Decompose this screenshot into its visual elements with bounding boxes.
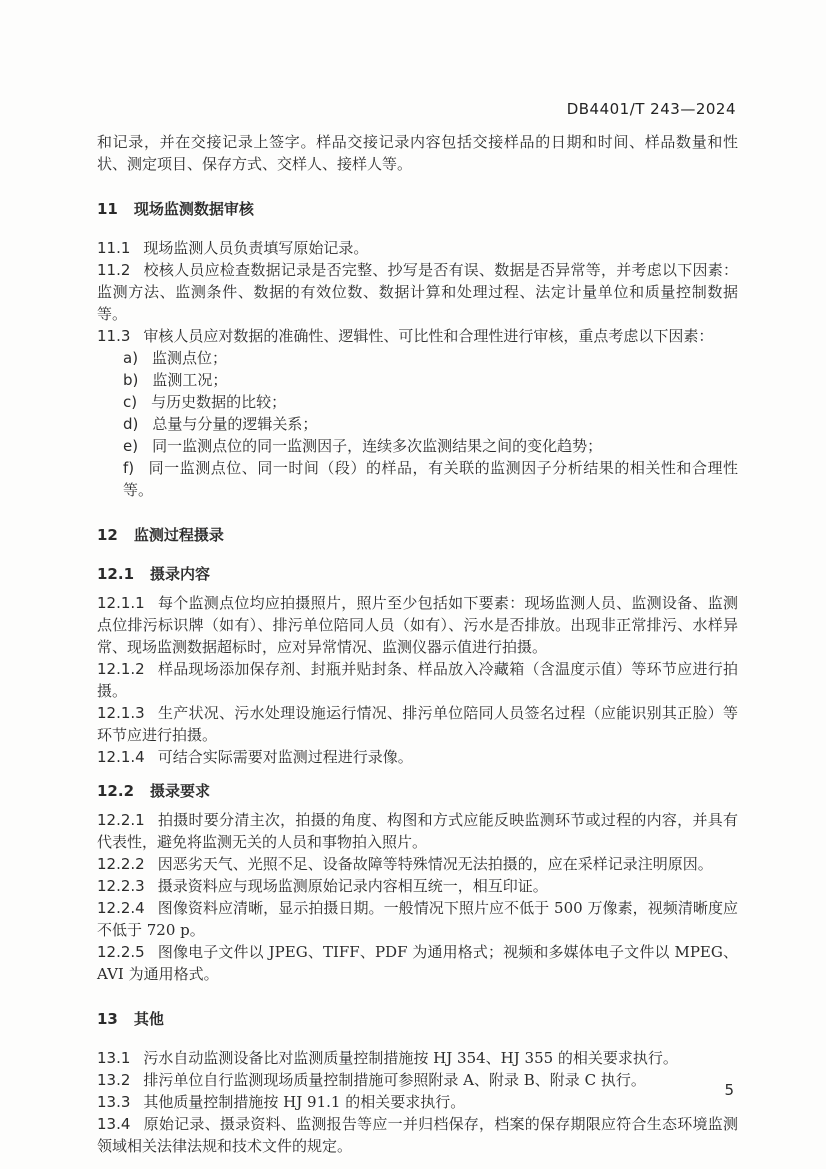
- paragraph: 和记录，并在交接记录上签字。样品交接记录内容包括交接样品的日期和时间、样品数量和性状、测定项目、保存方式、交样人、接样人等。: [97, 133, 738, 173]
- list-item-marker: e): [123, 437, 139, 455]
- clause-text: 现场监测人员负责填写原始记录。: [143, 239, 369, 257]
- clause-text: 可结合实际需要对监测过程进行录像。: [157, 748, 413, 766]
- list-item-text: 总量与分量的逻辑关系；: [152, 415, 318, 433]
- chapter-title: 其他: [133, 1010, 164, 1028]
- clause-text: 拍摄时要分清主次，拍摄的角度、构图和方式应能反映监测环节或过程的内容，并具有代表性，避免将监测无关的人员和事物拍入照片。: [97, 811, 738, 851]
- chapter-heading: [97, 198, 738, 220]
- clause-number: 13.2: [97, 1071, 131, 1089]
- list-item: [97, 391, 738, 413]
- clause-text: 因恶劣天气、光照不足、设备故障等特殊情况无法拍摄的，应在采样记录注明原因。: [157, 855, 713, 873]
- chapter-number: 13: [97, 1010, 118, 1028]
- clause-text: 校核人员应检查数据记录是否完整、抄写是否有误、数据是否异常等，并考虑以下因素：监测方法、监测条件、数据的有效位数、数据计算和处理过程、法定计量单位和质量控制数据等。: [97, 261, 738, 323]
- list-item-marker: b): [123, 371, 139, 389]
- list-item: [97, 435, 738, 457]
- clause-text: 图像电子文件以 JPEG、TIFF、PDF 为通用格式；视频和多媒体电子文件以 MPEG、AVI 为通用格式。: [97, 943, 738, 983]
- clause-number: 12.1.1: [97, 594, 145, 612]
- list-item-text: 监测工况；: [152, 371, 228, 389]
- chapter-heading: [97, 524, 738, 546]
- clause-text: 其他质量控制措施按 HJ 91.1 的相关要求执行。: [143, 1093, 466, 1111]
- clause-text: 排污单位自行监测现场质量控制措施可参照附录 A、附录 B、附录 C 执行。: [143, 1071, 646, 1089]
- clause-text: 污水自动监测设备比对监测质量控制措施按 HJ 354、HJ 355 的相关要求执行。: [143, 1049, 678, 1067]
- clause-number: 11.1: [97, 239, 131, 257]
- clause: [97, 259, 738, 325]
- clause: [97, 592, 738, 658]
- list-item-text: 同一监测点位的同一监测因子，连续多次监测结果之间的变化趋势；: [152, 437, 603, 455]
- clause-text: 审核人员应对数据的准确性、逻辑性、可比性和合理性进行审核，重点考虑以下因素：: [143, 327, 714, 345]
- clause-number: 11.3: [97, 327, 131, 345]
- clause-text: 图像资料应清晰，显示拍摄日期。一般情况下照片应不低于 500 万像素，视频清晰度应不低于 720 p。: [97, 899, 738, 939]
- clause: [97, 809, 738, 853]
- clause: [97, 237, 738, 259]
- list-item: [97, 457, 738, 501]
- clause-number: 12.2.4: [97, 899, 145, 917]
- clause: [97, 746, 738, 768]
- clause: [97, 897, 738, 941]
- clause: [97, 658, 738, 702]
- section-title: 摄录内容: [150, 565, 211, 583]
- list-item-marker: d): [123, 415, 139, 433]
- clause-text: 摄录资料应与现场监测原始记录内容相互统一，相互印证。: [157, 877, 548, 895]
- clause-number: 12.2.3: [97, 877, 145, 895]
- section-heading: [97, 780, 738, 802]
- clause-number: 13.3: [97, 1093, 131, 1111]
- clause-text: 每个监测点位均应拍摄照片，照片至少包括如下要素：现场监测人员、监测设备、监测点位排污标识牌（如有）、排污单位陪同人员（如有）、污水是否排放。出现非正常排污、水样异常、现场监测数据超标时，应对异常情况、监测仪器示值进行拍摄。: [97, 594, 738, 656]
- list-item-text: 与历史数据的比较；: [151, 393, 287, 411]
- chapter-title: 现场监测数据审核: [133, 200, 254, 218]
- page-number: 5: [724, 1081, 734, 1099]
- section-number: 12.2: [97, 782, 135, 800]
- clause-number: 12.1.2: [97, 660, 145, 678]
- clause: [97, 875, 738, 897]
- clause-number: 13.1: [97, 1049, 131, 1067]
- clause-number: 12.2.1: [97, 811, 145, 829]
- section-title: 摄录要求: [150, 782, 211, 800]
- list-item: [97, 413, 738, 435]
- list-item-text: 同一监测点位、同一时间（段）的样品，有关联的监测因子分析结果的相关性和合理性等。: [123, 459, 738, 499]
- clause: [97, 941, 738, 985]
- clause: [97, 1091, 738, 1113]
- document-body: [97, 131, 738, 1157]
- doc-number: DB4401/T 243—2024: [566, 100, 736, 118]
- section-number: 12.1: [97, 565, 135, 583]
- clause-number: 11.2: [97, 261, 131, 279]
- clause: [97, 325, 738, 347]
- chapter-heading: [97, 1008, 738, 1030]
- clause: [97, 853, 738, 875]
- clause: [97, 1113, 738, 1157]
- clause-number: 12.1.3: [97, 704, 145, 722]
- chapter-number: 12: [97, 526, 118, 544]
- clause: [97, 1047, 738, 1069]
- clause-text: 原始记录、摄录资料、监测报告等应一并归档保存，档案的保存期限应符合生态环境监测领域相关法律法规和技术文件的规定。: [97, 1115, 738, 1155]
- clause: [97, 1069, 738, 1091]
- clause: [97, 702, 738, 746]
- chapter-number: 11: [97, 200, 118, 218]
- clause-number: 12.1.4: [97, 748, 145, 766]
- clause-text: 生产状况、污水处理设施运行情况、排污单位陪同人员签名过程（应能识别其正脸）等环节应进行拍摄。: [97, 704, 738, 744]
- clause-number: 13.4: [97, 1115, 131, 1133]
- clause-number: 12.2.2: [97, 855, 145, 873]
- list-item-marker: f): [123, 459, 135, 477]
- clause-text: 样品现场添加保存剂、封瓶并贴封条、样品放入冷藏箱（含温度示值）等环节应进行拍摄。: [97, 660, 738, 700]
- list-item: [97, 347, 738, 369]
- list-item-marker: a): [123, 349, 139, 367]
- list-item: [97, 369, 738, 391]
- clause-number: 12.2.5: [97, 943, 145, 961]
- list-item-marker: c): [123, 393, 138, 411]
- chapter-title: 监测过程摄录: [133, 526, 224, 544]
- section-heading: [97, 563, 738, 585]
- list-item-text: 监测点位；: [152, 349, 228, 367]
